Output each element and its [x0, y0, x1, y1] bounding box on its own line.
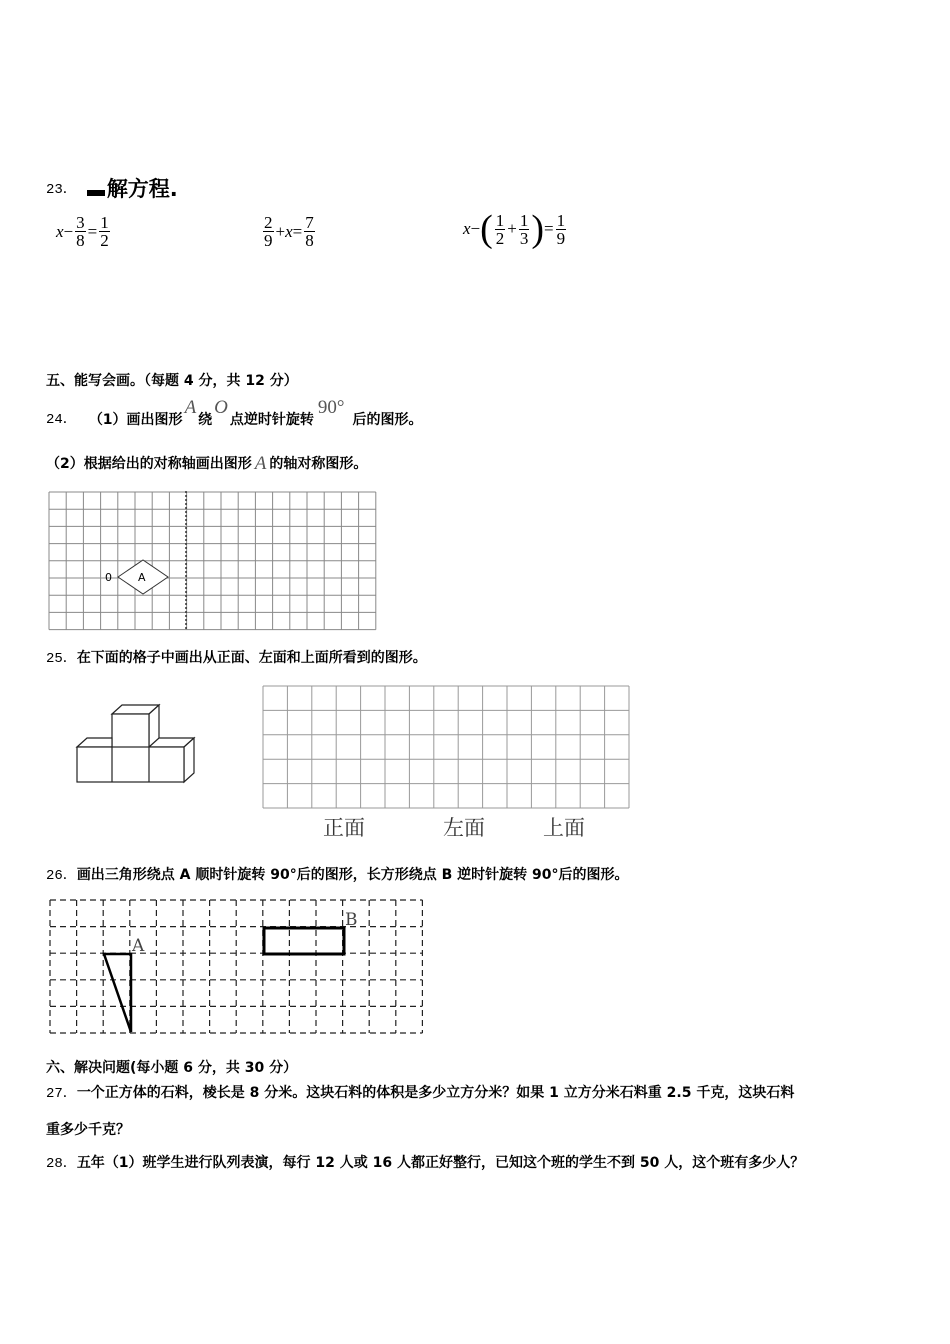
left-paren: ( [480, 208, 493, 250]
fraction: $\frac{1}{2}$ [495, 210, 505, 248]
section5-heading: 五、能写会画。（每题 4 分，共 12 分） [46, 373, 298, 389]
q27-line2: 重多少千克？ [46, 1122, 130, 1138]
q28-question: 28．五年（1）班学生进行队列表演，每行 12 人或 16 人都正好整行，已知这个班的学生不到 50 人，这个班有多少人？ [46, 1155, 805, 1172]
fraction: $\frac{7}{8}$ [305, 213, 314, 250]
q23-equation-1: x − $\frac{3}{8}$ = $\frac{1}{2}$ [56, 213, 109, 250]
fraction: $\frac{1}{3}$ [519, 210, 529, 248]
fraction: $\frac{3}{8}$ [76, 213, 85, 250]
q25-grid [262, 685, 630, 810]
triangle-shape [104, 954, 131, 1032]
rectangle-shape [264, 928, 344, 954]
right-paren: ) [531, 208, 545, 250]
q24-grid [48, 491, 378, 633]
fraction: $\frac{2}{9}$ [264, 213, 273, 250]
q23-number: 23． [46, 182, 77, 198]
q25-cube-solid [72, 700, 202, 790]
q25-label-left: 左面 [443, 816, 485, 840]
q26-dashed-grid [48, 898, 426, 1038]
q23-title: 解方程. [106, 177, 178, 201]
point-b-label: B [345, 910, 358, 930]
fraction: $\frac{1}{2}$ [100, 213, 109, 250]
q24-part2: （2）根据给出的对称轴画出图形 A 的轴对称图形。 [46, 453, 368, 474]
q23-equation-2: $\frac{2}{9}$ + x = $\frac{7}{8}$ [264, 213, 314, 250]
grid-label-a: A [138, 571, 146, 584]
q23-marker-icon [87, 190, 105, 196]
q25-label-top: 上面 [543, 816, 585, 840]
q23-equation-3: x − ( $\frac{1}{2}$ + $\frac{1}{3}$ ) = $\frac{1}{9}$ [463, 208, 566, 250]
q24-part1: 24． （1）画出图形 A 绕 O 点逆时针旋转 90° 后的图形。 [46, 397, 423, 428]
q27-line1: 27．一个正方体的石料，棱长是 8 分米。这块石料的体积是多少立方分米？如果 1 立方分米石料重 2.5 千克，这块石料 [46, 1085, 795, 1102]
q25-label-front: 正面 [323, 816, 365, 840]
q23-header [46, 174, 178, 202]
q25-question: 25．在下面的格子中画出从正面、左面和上面所看到的图形。 [46, 650, 427, 667]
grid-label-o: 0 [105, 571, 112, 584]
fraction: $\frac{1}{9}$ [556, 210, 566, 248]
section6-heading: 六、解决问题(每小题 6 分，共 30 分） [46, 1060, 298, 1076]
point-a-label: A [132, 936, 145, 956]
q26-question: 26．画出三角形绕点 A 顺时针旋转 90°后的图形，长方形绕点 B 逆时针旋转 90°后的图形。 [46, 867, 629, 884]
